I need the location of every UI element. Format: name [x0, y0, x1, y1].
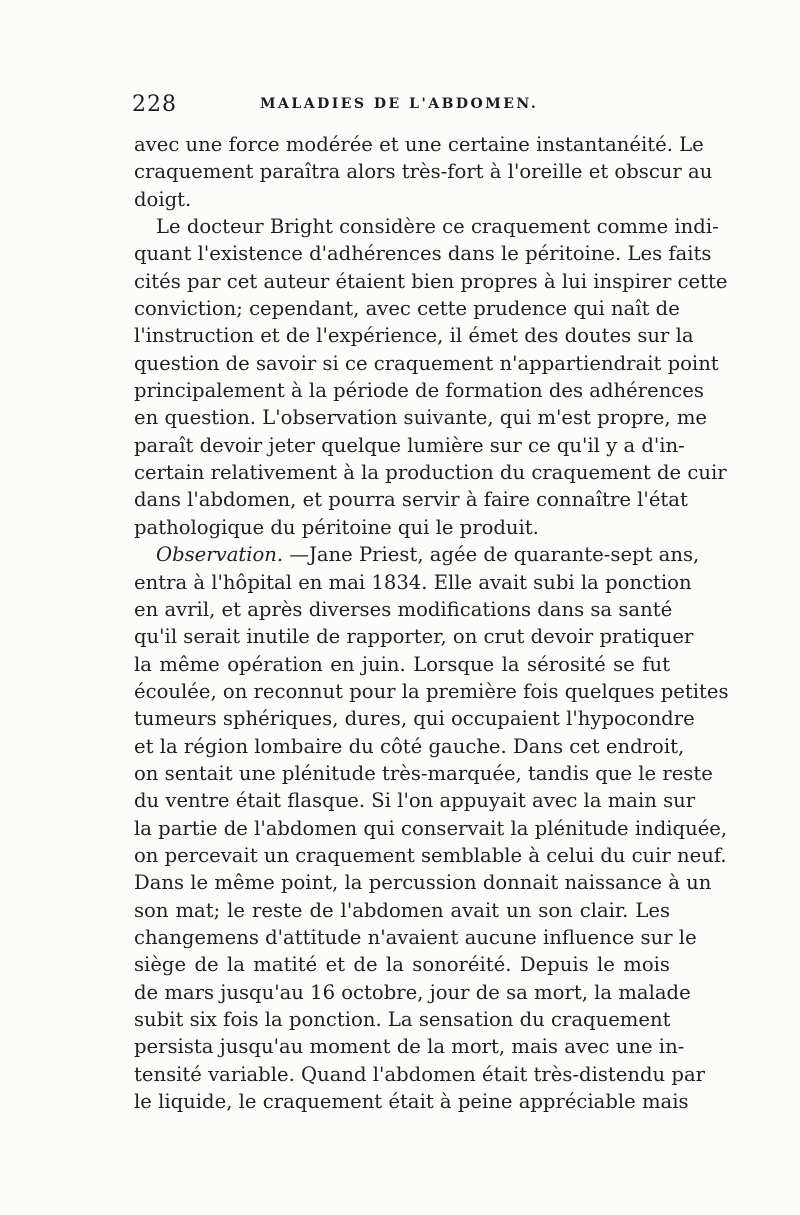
text-line: conviction; cependant, avec cette prudence qui naît de	[134, 297, 680, 321]
text-line: persista jusqu'au moment de la mort, mais avec une in-	[134, 1035, 685, 1059]
text-line: on sentait une plénitude très-marquée, tandis que le reste	[134, 761, 713, 785]
text-line: principalement à la période de formation des adhérences	[134, 379, 704, 403]
text-line: et la région lombaire du côté gauche. Dans cet endroit,	[134, 734, 685, 758]
text-line: doigt.	[134, 187, 192, 211]
text-line: Dans le même point, la percussion donnait naissance à un	[134, 871, 712, 895]
body-text	[134, 131, 729, 1115]
text-line: changemens d'attitude n'avaient aucune influence sur le	[134, 925, 697, 949]
text-line: cités par cet auteur étaient bien propres à lui inspirer cette	[134, 269, 728, 293]
observation-label: Observation.	[156, 543, 284, 567]
text-line: Le docteur Bright considère ce craquement comme indi-	[156, 215, 719, 239]
text-line: de mars jusqu'au 16 octobre, jour de sa mort, la malade	[134, 980, 691, 1004]
text-line: la même opération en juin. Lorsque la sérosité se fut	[134, 652, 670, 676]
text-line: subit six fois la ponction. La sensation du craquement	[134, 1008, 671, 1031]
text-line: on percevait un craquement semblable à celui du cuir neuf.	[134, 843, 727, 867]
text-line: quant l'existence d'adhérences dans le péritoine. Les faits	[134, 242, 712, 266]
text-line: question de savoir si ce craquement n'appartiendrait point	[134, 351, 719, 375]
text-line: en question. L'observation suivante, qui m'est propre, me	[134, 406, 708, 430]
text-line: son mat; le reste de l'abdomen avait un son clair. Les	[134, 898, 670, 922]
observation-line-text: —Jane Priest, agée de quarante-sept ans,	[289, 543, 700, 567]
text-line: entra à l'hôpital en mai 1834. Elle avait subi la ponction	[134, 570, 692, 594]
text-line: la partie de l'abdomen qui conservait la plénitude indiquée,	[134, 816, 728, 840]
text-line: tensité variable. Quand l'abdomen était très-distendu par	[134, 1062, 705, 1086]
text-line: certain relativement à la production du craquement de cuir	[134, 461, 727, 485]
running-head: MALADIES DE L'ABDOMEN.	[260, 96, 539, 112]
observation-line	[134, 541, 700, 568]
text-line: paraît devoir jeter quelque lumière sur ce qu'il y a d'in-	[134, 433, 685, 457]
text-line: dans l'abdomen, et pourra servir à faire connaître l'état	[134, 488, 688, 512]
text-line: qu'il serait inutile de rapporter, on crut devoir pratiquer	[134, 625, 694, 649]
text-line: le liquide, le craquement était à peine appréciable mais	[134, 1090, 689, 1114]
text-line: l'instruction et de l'expérience, il émet des doutes sur la	[134, 324, 694, 348]
text-line: avec une force modérée et une certaine instantanéité. Le	[134, 133, 704, 156]
page-header	[132, 92, 672, 122]
text-line: pathologique du péritoine qui le produit.	[134, 515, 539, 539]
text-line: siège de la matité et de la sonoréité. Depuis le mois	[134, 953, 670, 977]
text-line: en avril, et après diverses modifications dans sa santé	[134, 597, 673, 621]
text-line: écoulée, on reconnut pour la première fois quelques petites	[134, 679, 729, 703]
page-number: 228	[132, 92, 177, 117]
text-line: tumeurs sphériques, dures, qui occupaient l'hypocondre	[134, 707, 695, 731]
text-line: du ventre était flasque. Si l'on appuyait avec la main sur	[134, 789, 696, 813]
text-line: craquement paraîtra alors très-fort à l'oreille et obscur au	[134, 160, 713, 184]
